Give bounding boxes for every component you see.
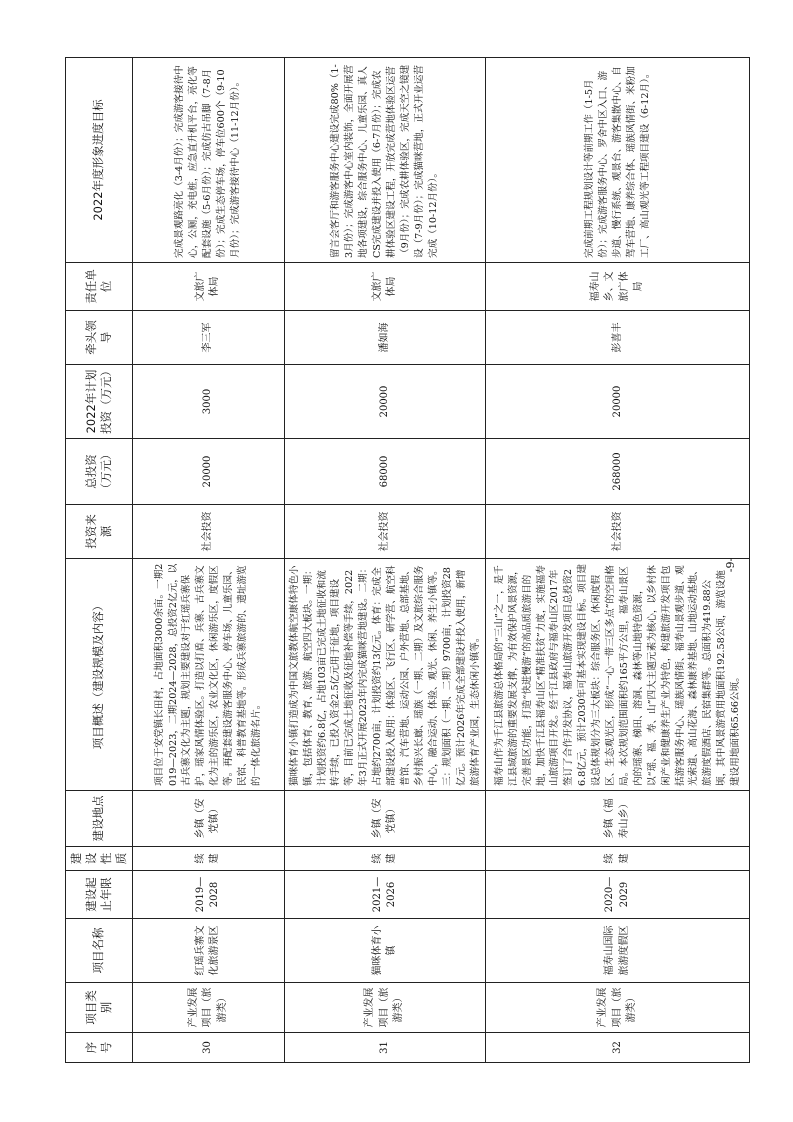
cell-period: 2021—2026 [284,871,486,919]
cell-location: 乡镇（安党镇） [284,791,486,847]
cell-target: 完成前期工程规划设计等前期工作（1-5月份）；完成游客服务中心、罗舍中区入口、游步道、慢行系统、观景台、游客集散中心、自驾车营地、康养综合体、瑶族风情街、米粉加工厂、高山观光等工程项目建设（6-12月）。 [486,58,750,263]
cell-name: 福寿山国际旅游度假区 [486,919,750,983]
cell-leader: 李三军 [132,311,284,365]
cell-source: 社会投资 [284,505,486,559]
cell-description: 项目位于安党镇长田村，占地面积3000余亩。一期2019—2023，二期2024—2028，总投资2亿元，以古兵寨文化为主题，规划主要建设对于红瑶兵寨保护，瑶家风情体验区。打造以打盾、兵寨、古兵寨文化为主的游乐区，农业文化区，休闲游乐区，度假区等。再配套建设游客服务中心、停车场、儿童乐园、民宿、科普教育基地等。形成兵寨旅游的、遗址游览的一体化旅游名片。 [132,559,284,791]
cell-nature: 续建 [284,847,486,871]
cell-seq: 31 [284,1033,486,1063]
cell-leader: 潘如海 [284,311,486,365]
cell-plan: 20000 [486,365,750,439]
cell-name: 猫咪体育小镇 [284,919,486,983]
header-location: 建设地点 [66,791,133,847]
cell-source: 社会投资 [486,505,750,559]
cell-total: 20000 [132,439,284,505]
header-category: 项目类别 [66,983,133,1033]
header-source: 投资来源 [66,505,133,559]
cell-location: 乡镇（福寿山乡） [486,791,750,847]
cell-source: 社会投资 [132,505,284,559]
header-seq: 序号 [66,1033,133,1063]
cell-unit: 文旅广体局 [284,263,486,311]
table-row [132,58,284,1063]
cell-location: 乡镇（安党镇） [132,791,284,847]
cell-plan: 3000 [132,365,284,439]
header-nature: 建设性质 [66,847,133,871]
cell-unit: 文旅广体局 [132,263,284,311]
cell-description: 福寿山作为千江县旅游总体格局的“三山”之一，是千江县域旅游的重要发展支撑，为有效保护风景资源，完善景区功能，打造“快进慢游”的高品质旅游目的地，加快千江县福寿山区“精准扶贫”力度，实施福寿山旅游项目开发。经千江县政府与福寿山区2017年签订了合作开发协议，福寿山旅游开发项目总投资26.8亿元，预计2030年可基本实现建设目标。项目建设总体规划分为三大板块：综合服务区、休闲度假区、生态观光区，形成“一心一带三区多点”的空间格局。本次规划范围面积约165平方公里，福寿山景区内的瑶寨、梯田、溶洞、森林等山地特色资源，以“瑶、福、寿、山”四大主题元素为核心，以乡村休闲产业和健康养生产业为特色，构建旅游开发项目包括游客服务中心、瑶族风情街、福寿山景观步道、观光索道、高山花海、森林康养基地、山地运动基地、旅游度假酒店、民宿集群等。总面积为419.88公顷，其中风景游赏用地面积192.58公顷，游览设施建设用地面积65.66公顷。 [486,559,750,791]
rotated-table-container [65,58,742,1063]
header-target: 2022年度形象进度目标 [66,58,133,263]
cell-target: 留言会客厅和游客服务中心建设完成80%（1-3月份）；完成游客中心室内装饰，全面开展营地各项建设，综合服务中心、儿童乐园、真人CS完成建设并投入使用（6-7月份）；完成农耕体验区建设工程，开放完成营地体验区运营（9月份）；完成农耕体验区，完成天空之镜建设（7-9月份）；完成猫咪营地，正式开业运营完成（10-12月份）。 [284,58,486,263]
cell-period: 2019—2028 [132,871,284,919]
cell-nature: 续建 [132,847,284,871]
cell-seq: 32 [486,1033,750,1063]
cell-category: 产业发展项目（旅游类） [486,983,750,1033]
cell-category: 产业发展项目（旅游类） [132,983,284,1033]
cell-description: 猫咪体育小镇打造成为中国文旅教体航空康体特色小镇，包括体育、教育、旅游、航空四大板块。一期：计划投资约6.8亿，占地103亩已完成土地征收和流转手续，已投入资金2.5亿元用于征地，项目建设等，目前已完成土地征收及征地补偿等手续，2022年3月正式开展2023年内完成猫咪营地建设。二期：占地约2700亩，计划投资约13亿元。体育：完成全部建设投入使用：体验区、飞行区、研学营、航空科普馆、汽车营地、运动公园、户外营地、总部基地、乡村振兴长廊、瑶族（一期、二期）及文旅综合服务中心，融合运动、体验、观光、休闲、养生小镇等。三：规划面积（一期、二期）9700亩，计划投资28亿元。预计2026年完成全部建设并投入使用，新增旅游体育产业园，生态休闲小镇等。 [284,559,486,791]
project-table [65,57,750,1063]
cell-nature: 续建 [486,847,750,871]
page-number: -9- [724,557,737,573]
header-leader: 牵头领导 [66,311,133,365]
cell-plan: 20000 [284,365,486,439]
cell-period: 2020—2029 [486,871,750,919]
cell-target: 完成景观路亮化（3-4月份）；完成游客接待中心，公厕，充电桩，应急直升机平台，亮化等配套设施（5-6月份）；完成仿古吊脚（7-8月份）；完成生态停车场，停车位600个（9-10月份）；完成游客接待中心（11-12月份）。 [132,58,284,263]
header-plan: 2022年计划投资（万元） [66,365,133,439]
table-row [486,58,750,1063]
table-header-row [66,58,133,1063]
cell-unit: 福寿山乡、文旅广体局 [486,263,750,311]
header-description: 项目概述（建设规模及内容） [66,559,133,791]
cell-leader: 彭喜丰 [486,311,750,365]
cell-total: 268000 [486,439,750,505]
cell-total: 68000 [284,439,486,505]
header-unit: 责任单位 [66,263,133,311]
header-name: 项目名称 [66,919,133,983]
cell-category: 产业发展项目（旅游类） [284,983,486,1033]
header-period: 建设起止年限 [66,871,133,919]
header-total: 总投资（万元） [66,439,133,505]
table-row [284,58,486,1063]
cell-name: 红瑶兵寨文化旅游景区 [132,919,284,983]
cell-seq: 30 [132,1033,284,1063]
